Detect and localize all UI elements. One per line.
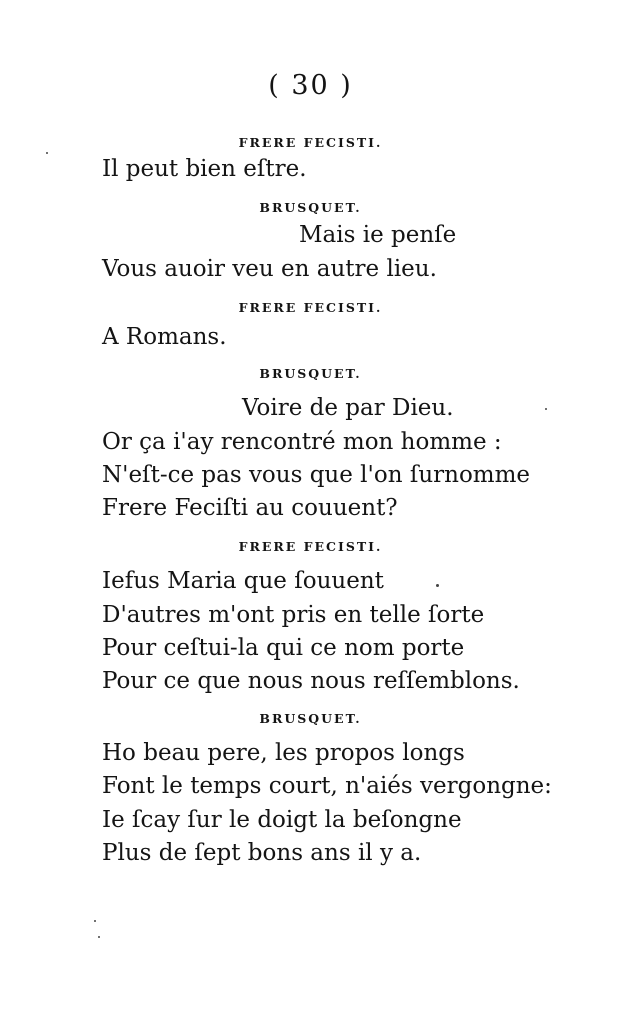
verse-line: Pour ceſtui-la qui ce nom porte [102,635,465,661]
verse-line: Plus de ſept bons ans il y a. [102,840,422,866]
scan-speck [545,408,547,410]
page-number: ( 30 ) [268,70,353,101]
verse-line: Iefus Maria que ſouuent [102,568,384,594]
verse-line: Vous auoir veu en autre lieu. [102,256,437,282]
verse-line: Ho beau pere, les propos longs [102,740,465,766]
verse-line: Voire de par Dieu. [242,395,454,421]
verse-line: Mais ie penſe [299,222,457,248]
speaker-label: BRUSQUET. [259,711,362,726]
verse-line: Ie ſcay ſur le doigt la beſongne [102,807,462,833]
verse-line: A Romans. [102,324,227,350]
verse-line: D'autres m'ont pris en telle ſorte [102,602,485,628]
scan-speck [94,920,96,922]
verse-line: Frere Feciſti au couuent? [102,495,398,521]
speaker-label: FRERE FECISTI. [238,300,383,315]
speaker-label: FRERE FECISTI. [238,539,383,554]
verse-line: Font le temps court, n'aiés vergongne: [102,773,552,799]
verse-line: Pour ce que nous nous reſſemblons. [102,668,520,694]
speaker-label: BRUSQUET. [259,366,362,381]
speaker-label: BRUSQUET. [259,200,362,215]
verse-line: Il peut bien eſtre. [102,156,307,182]
verse-line: Or ça i'ay rencontré mon homme : [102,429,502,455]
scan-speck [98,936,100,938]
verse-line: N'eſt-ce pas vous que l'on ſurnomme [102,462,531,488]
scan-speck [46,152,48,154]
scan-speck [436,584,439,587]
speaker-label: FRERE FECISTI. [238,135,383,150]
